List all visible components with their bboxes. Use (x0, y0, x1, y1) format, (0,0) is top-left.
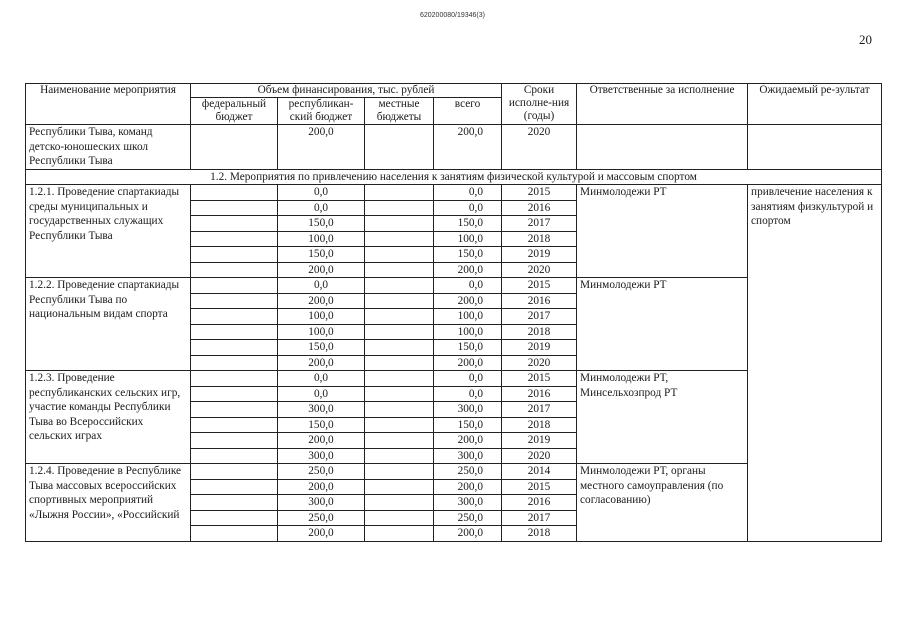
local-cell (365, 402, 434, 418)
republic-cell: 150,0 (278, 216, 365, 232)
header-total: всего (434, 98, 502, 125)
header-federal: федеральный бюджет (191, 98, 278, 125)
continuation-federal (191, 125, 278, 170)
header-row-1 (26, 84, 882, 98)
year-cell: 2017 (502, 510, 577, 526)
local-cell (365, 433, 434, 449)
responsible-cell: Минмолодежи РТ (577, 185, 748, 278)
local-cell (365, 340, 434, 356)
local-cell (365, 371, 434, 387)
republic-cell: 250,0 (278, 510, 365, 526)
local-cell (365, 309, 434, 325)
republic-cell: 0,0 (278, 278, 365, 294)
section-row (26, 169, 882, 185)
year-cell: 2016 (502, 200, 577, 216)
federal-cell (191, 526, 278, 542)
responsible-cell: Минмолодежи РТ (577, 278, 748, 371)
local-cell (365, 200, 434, 216)
total-cell: 250,0 (434, 510, 502, 526)
responsible-cell: Минмолодежи РТ, органы местного самоуправления (по согласованию) (577, 464, 748, 542)
federal-cell (191, 386, 278, 402)
year-cell: 2015 (502, 479, 577, 495)
continuation-local (365, 125, 434, 170)
federal-cell (191, 464, 278, 480)
republic-cell: 150,0 (278, 247, 365, 263)
republic-cell: 200,0 (278, 526, 365, 542)
total-cell: 300,0 (434, 448, 502, 464)
year-cell: 2019 (502, 433, 577, 449)
header-result: Ожидаемый ре-зультат (748, 84, 882, 125)
federal-cell (191, 510, 278, 526)
local-cell (365, 448, 434, 464)
federal-cell (191, 185, 278, 201)
federal-cell (191, 200, 278, 216)
federal-cell (191, 293, 278, 309)
total-cell: 100,0 (434, 231, 502, 247)
total-cell: 150,0 (434, 216, 502, 232)
continuation-year: 2020 (502, 125, 577, 170)
republic-cell: 300,0 (278, 402, 365, 418)
federal-cell (191, 324, 278, 340)
continuation-republic: 200,0 (278, 125, 365, 170)
local-cell (365, 231, 434, 247)
continuation-row (26, 125, 882, 170)
republic-cell: 100,0 (278, 309, 365, 325)
republic-cell: 300,0 (278, 448, 365, 464)
local-cell (365, 386, 434, 402)
total-cell: 100,0 (434, 309, 502, 325)
year-cell: 2017 (502, 216, 577, 232)
federal-cell (191, 309, 278, 325)
total-cell: 200,0 (434, 433, 502, 449)
year-cell: 2020 (502, 262, 577, 278)
year-cell: 2016 (502, 293, 577, 309)
header-funding: Объем финансирования, тыс. рублей (191, 84, 502, 98)
republic-cell: 100,0 (278, 231, 365, 247)
local-cell (365, 355, 434, 371)
federal-cell (191, 278, 278, 294)
section-title: 1.2. Мероприятия по привлечению населения к занятиям физической культурой и массовым спортом (26, 169, 882, 185)
activity-name: 1.2.2. Проведение спартакиады Республики Тыва по национальным видам спорта (26, 278, 191, 371)
continuation-name: Республики Тыва, команд детско-юношеских школ Республики Тыва (26, 125, 191, 170)
total-cell: 0,0 (434, 386, 502, 402)
year-cell: 2015 (502, 278, 577, 294)
republic-cell: 200,0 (278, 355, 365, 371)
year-cell: 2018 (502, 324, 577, 340)
local-cell (365, 495, 434, 511)
federal-cell (191, 448, 278, 464)
republic-cell: 0,0 (278, 185, 365, 201)
year-cell: 2015 (502, 185, 577, 201)
federal-cell (191, 495, 278, 511)
activity-name: 1.2.3. Проведение республиканских сельских игр, участие команды Республики Тыва во Всероссийских сельских играх (26, 371, 191, 464)
total-cell: 200,0 (434, 355, 502, 371)
federal-cell (191, 417, 278, 433)
local-cell (365, 185, 434, 201)
republic-cell: 200,0 (278, 293, 365, 309)
result-cell: привлечение населения к занятиям физкультурой и спортом (748, 185, 882, 542)
page-number: 20 (859, 32, 872, 47)
total-cell: 300,0 (434, 495, 502, 511)
header-responsible: Ответственные за исполнение (577, 84, 748, 125)
federal-cell (191, 231, 278, 247)
total-cell: 150,0 (434, 417, 502, 433)
republic-cell: 200,0 (278, 479, 365, 495)
header-republic: республикан-ский бюджет (278, 98, 365, 125)
continuation-responsible (577, 125, 748, 170)
total-cell: 0,0 (434, 371, 502, 387)
year-cell: 2020 (502, 448, 577, 464)
republic-cell: 150,0 (278, 340, 365, 356)
total-cell: 200,0 (434, 262, 502, 278)
federal-cell (191, 340, 278, 356)
total-cell: 0,0 (434, 185, 502, 201)
republic-cell: 250,0 (278, 464, 365, 480)
republic-cell: 100,0 (278, 324, 365, 340)
total-cell: 200,0 (434, 293, 502, 309)
federal-cell (191, 402, 278, 418)
header-local: местные бюджеты (365, 98, 434, 125)
activity-name: 1.2.1. Проведение спартакиады среды муниципальных и государственных служащих Республики Тыва (26, 185, 191, 278)
total-cell: 150,0 (434, 340, 502, 356)
total-cell: 200,0 (434, 526, 502, 542)
year-cell: 2018 (502, 526, 577, 542)
republic-cell: 0,0 (278, 386, 365, 402)
republic-cell: 300,0 (278, 495, 365, 511)
document-code: 620200080/19346(3) (419, 12, 485, 19)
republic-cell: 200,0 (278, 262, 365, 278)
continuation-total: 200,0 (434, 125, 502, 170)
federal-cell (191, 262, 278, 278)
header-name: Наименование мероприятия (26, 84, 191, 125)
total-cell: 200,0 (434, 479, 502, 495)
total-cell: 100,0 (434, 324, 502, 340)
local-cell (365, 417, 434, 433)
federal-cell (191, 479, 278, 495)
year-cell: 2020 (502, 355, 577, 371)
federal-cell (191, 433, 278, 449)
continuation-result (748, 125, 882, 170)
year-cell: 2017 (502, 402, 577, 418)
total-cell: 0,0 (434, 278, 502, 294)
local-cell (365, 262, 434, 278)
total-cell: 300,0 (434, 402, 502, 418)
republic-cell: 0,0 (278, 200, 365, 216)
local-cell (365, 479, 434, 495)
year-cell: 2016 (502, 495, 577, 511)
local-cell (365, 510, 434, 526)
funding-table (25, 83, 882, 542)
federal-cell (191, 371, 278, 387)
total-cell: 0,0 (434, 200, 502, 216)
total-cell: 250,0 (434, 464, 502, 480)
local-cell (365, 464, 434, 480)
republic-cell: 200,0 (278, 433, 365, 449)
year-cell: 2017 (502, 309, 577, 325)
year-cell: 2015 (502, 371, 577, 387)
year-cell: 2016 (502, 386, 577, 402)
federal-cell (191, 216, 278, 232)
local-cell (365, 526, 434, 542)
local-cell (365, 216, 434, 232)
local-cell (365, 293, 434, 309)
total-cell: 150,0 (434, 247, 502, 263)
federal-cell (191, 247, 278, 263)
year-cell: 2019 (502, 247, 577, 263)
local-cell (365, 324, 434, 340)
activity-name: 1.2.4. Проведение в Республике Тыва массовых всероссийских спортивных мероприятий «Лыжня России», «Российский (26, 464, 191, 542)
republic-cell: 0,0 (278, 371, 365, 387)
local-cell (365, 247, 434, 263)
republic-cell: 150,0 (278, 417, 365, 433)
responsible-cell: Минмолодежи РТ, Минсельхозпрод РТ (577, 371, 748, 464)
table-row (26, 185, 882, 201)
local-cell (365, 278, 434, 294)
federal-cell (191, 355, 278, 371)
year-cell: 2018 (502, 231, 577, 247)
year-cell: 2019 (502, 340, 577, 356)
year-cell: 2018 (502, 417, 577, 433)
header-terms: Сроки исполне-ния (годы) (502, 84, 577, 125)
year-cell: 2014 (502, 464, 577, 480)
